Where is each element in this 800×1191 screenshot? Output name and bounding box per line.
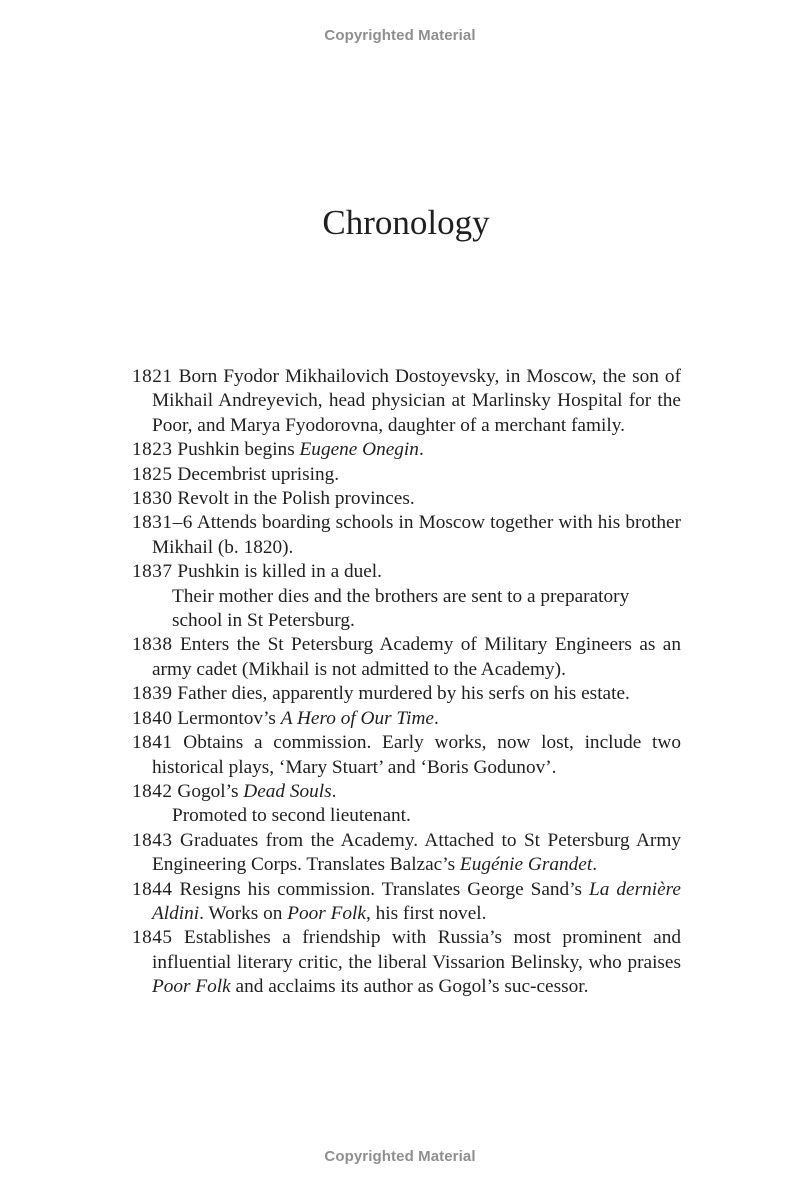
entry-title-italic: Poor Folk xyxy=(287,902,366,924)
entry-year: 1842 xyxy=(132,780,173,802)
entry-text: Father dies, apparently murdered by his serfs on his estate. xyxy=(177,683,630,705)
copyright-watermark-bottom: Copyrighted Material xyxy=(324,1148,476,1165)
entry-year: 1844 xyxy=(132,878,173,900)
entry-text: Obtains a commission. Early works, now lost, include two historical plays, ‘Mary Stuart’ and ‘Boris Godunov’. xyxy=(152,732,681,778)
entry-text-end: . xyxy=(331,780,337,802)
entry-text: Pushkin begins xyxy=(177,439,300,461)
entry-title-italic: Eugene Onegin xyxy=(299,439,419,461)
entry-year: 1839 xyxy=(132,683,173,705)
entry-title-italic: A Hero of Our Time xyxy=(280,707,434,729)
entry-year: 1823 xyxy=(132,439,173,461)
chronology-entry xyxy=(132,487,681,511)
chronology-entry xyxy=(132,511,681,560)
copyright-watermark-top: Copyrighted Material xyxy=(324,27,476,44)
entry-text: Graduates from the Academy. Attached to St Petersburg Army Engineering Corps. Translates Balzac’s xyxy=(152,829,681,876)
entry-text-mid: . Works on xyxy=(199,902,288,924)
chronology-entry xyxy=(132,463,681,487)
chronology-entry xyxy=(132,829,681,878)
entry-year: 1845 xyxy=(132,927,173,949)
entry-title-italic: Dead Souls xyxy=(243,780,332,802)
chronology-entry xyxy=(132,707,681,731)
chronology-entry xyxy=(132,731,681,780)
entry-text-end: and acclaims its author as Gogol’s suc-cessor. xyxy=(230,976,589,998)
entry-text: Gogol’s xyxy=(177,780,244,802)
entry-continuation: Their mother dies and the brothers are sent to a preparatory school in St Petersburg. xyxy=(172,585,630,632)
entry-text: Resigns his commission. Translates George Sand’s xyxy=(179,878,590,900)
entry-text-end: . xyxy=(433,707,439,729)
entry-year: 1840 xyxy=(132,707,173,729)
entry-text: Establishes a friendship with Russia’s most prominent and influential literary critic, the liberal Vissarion Belinsky, who praises xyxy=(152,927,682,973)
entry-year: 1821 xyxy=(132,366,173,387)
entry-continuation: Promoted to second lieutenant. xyxy=(172,805,411,827)
entry-year: 1830 xyxy=(132,488,173,510)
entry-year: 1837 xyxy=(132,561,173,583)
entry-title-italic: La dernière Aldini xyxy=(152,878,681,924)
chronology-entry xyxy=(132,926,681,999)
chronology-entry xyxy=(132,682,681,706)
entry-text: Attends boarding schools in Moscow together with his brother Mikhail (b. 1820). xyxy=(152,512,681,558)
entry-year: 1843 xyxy=(132,829,173,851)
entry-text: Lermontov’s xyxy=(177,707,281,729)
entry-text-end: . xyxy=(418,439,424,461)
chronology-entry xyxy=(132,365,681,438)
entry-year: 1825 xyxy=(132,463,173,485)
entry-year: 1831–6 xyxy=(132,512,193,534)
entry-text: Pushkin is killed in a duel. xyxy=(177,561,382,583)
entry-text-end: . xyxy=(592,854,598,876)
chronology-entry xyxy=(132,438,681,462)
entry-year: 1841 xyxy=(132,732,173,754)
chronology-entry xyxy=(132,633,681,682)
chronology-entry xyxy=(132,780,681,804)
entry-text: Decembrist uprising. xyxy=(177,463,340,485)
entry-title-italic: Poor Folk xyxy=(152,976,231,998)
chronology-entry xyxy=(132,560,681,584)
entry-title-italic: Eugénie Grandet xyxy=(459,854,593,876)
entry-year: 1838 xyxy=(132,634,173,656)
entry-text: Born Fyodor Mikhailovich Dostoyevsky, in Moscow, the son of Mikhail Andreyevich, head physician at Marlinsky Hospital for the Poor, and Marya Fyodorovna, daughter of a merchant family. xyxy=(152,366,681,436)
entry-text: Enters the St Petersburg Academy of Military Engineers as an army cadet (Mikhail is not admitted to the Academy). xyxy=(152,634,681,680)
entry-text: Revolt in the Polish provinces. xyxy=(177,488,415,510)
chronology-entry xyxy=(132,878,681,927)
chronology-list xyxy=(132,365,681,1000)
page-title: Chronology xyxy=(322,203,490,242)
entry-text-end: , his first novel. xyxy=(365,902,487,924)
